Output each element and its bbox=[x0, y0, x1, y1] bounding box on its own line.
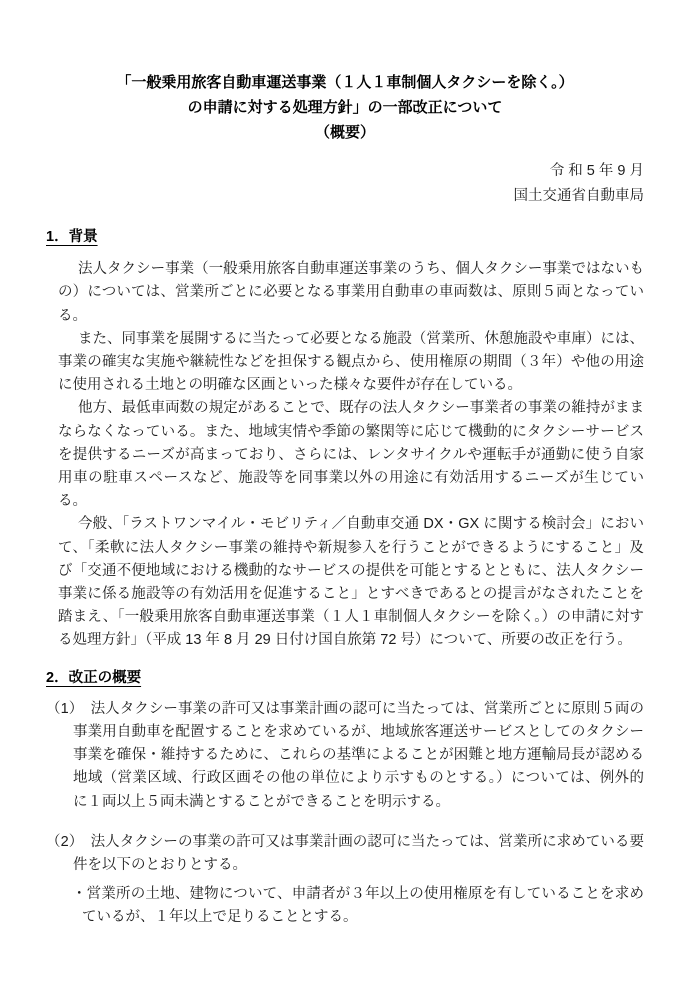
section1-paragraph-3: 他方、最低車両数の規定があることで、既存の法人タクシー事業者の事業の維持がままならなくなっている。また、地域実情や季節の繁閑等に応じて機動的にタクシーサービスを提供するニーズが高まっており、さらには、レンタサイクルや運転手が通勤に使う自家用車の駐車スペースなど、施設等を同事業以外の用途に有効活用するニーズが生じている。 bbox=[58, 400, 644, 510]
section2-heading bbox=[46, 667, 644, 690]
section1-paragraph-4: 今般、「ラストワンマイル・モビリティ／自動車交通 DX・GX に関する検討会」において、「柔軟に法人タクシー事業の維持や新規参入を行うことができるようにすること」及び「交通不便地域における機動的なサービスの提供を可能とするとともに、法人タクシー事業に係る施設等の有効活用を促進すること」とすべきであるとの提言がなされたことを踏まえ、「一般乗用旅客自動車運送事業（１人１車制個人タクシーを除く。）の申請に対する処理方針」（平成 13 年 8 月 29 日付け国自旅第 72 号）について、所要の改正を行う。 bbox=[58, 516, 644, 649]
issue-organization: 国土交通省自動車局 bbox=[513, 188, 644, 204]
title-line-2: の申請に対する処理方針」の一部改正について bbox=[187, 99, 503, 116]
section1-paragraph-2: また、同事業を展開するに当たって必要となる施設（営業所、休憩施設や車庫）には、事業の確実な実施や継続性などを担保する観点から、使用権原の期間（３年）や他の用途に使用される土地との明確な区画といった様々な要件が存在している。 bbox=[58, 330, 644, 394]
section2-item-2: （2） 法人タクシーの事業の許可又は事業計画の認可に当たっては、営業所に求めている要件を以下のとおりとする。 bbox=[46, 833, 644, 874]
section2-item-1: （1） 法人タクシー事業の許可又は事業計画の認可に当たっては、営業所ごとに原則５両の事業用自動車を配置することを求めているが、地域旅客運送サービスとしてのタクシー事業を確保・維持するために、これらの基準によることが困難と地方運輸局長が認める地域（営業区域、行政区画その他の単位により示すものとする。）については、例外的に１両以上５両未満とすることができることを明示する。 bbox=[46, 700, 644, 810]
section1-paragraph-1: 法人タクシー事業（一般乗用旅客自動車運送事業のうち、個人タクシー事業ではないもの）については、営業所ごとに必要となる事業用自動車の車両数は、原則５両となっている。 bbox=[58, 261, 644, 324]
issue-block bbox=[46, 159, 644, 209]
section1-heading-text: 1．背景 bbox=[46, 229, 98, 245]
section2-heading-text: 2．改正の概要 bbox=[46, 669, 142, 686]
section2-subitem-1: ・営業所の土地、建物について、申請者が３年以上の使用権原を有していることを求めているが、１年以上で足りることとする。 bbox=[72, 886, 644, 926]
issue-date: 令 和 5 年 9 月 bbox=[549, 163, 644, 179]
document-content bbox=[46, 70, 644, 930]
title-line-3: （概要） bbox=[314, 124, 375, 141]
section1-heading bbox=[46, 226, 644, 249]
document-title bbox=[46, 70, 644, 145]
title-line-1: 「一般乗用旅客自動車運送事業（１人１車制個人タクシーを除く。） bbox=[116, 74, 574, 91]
